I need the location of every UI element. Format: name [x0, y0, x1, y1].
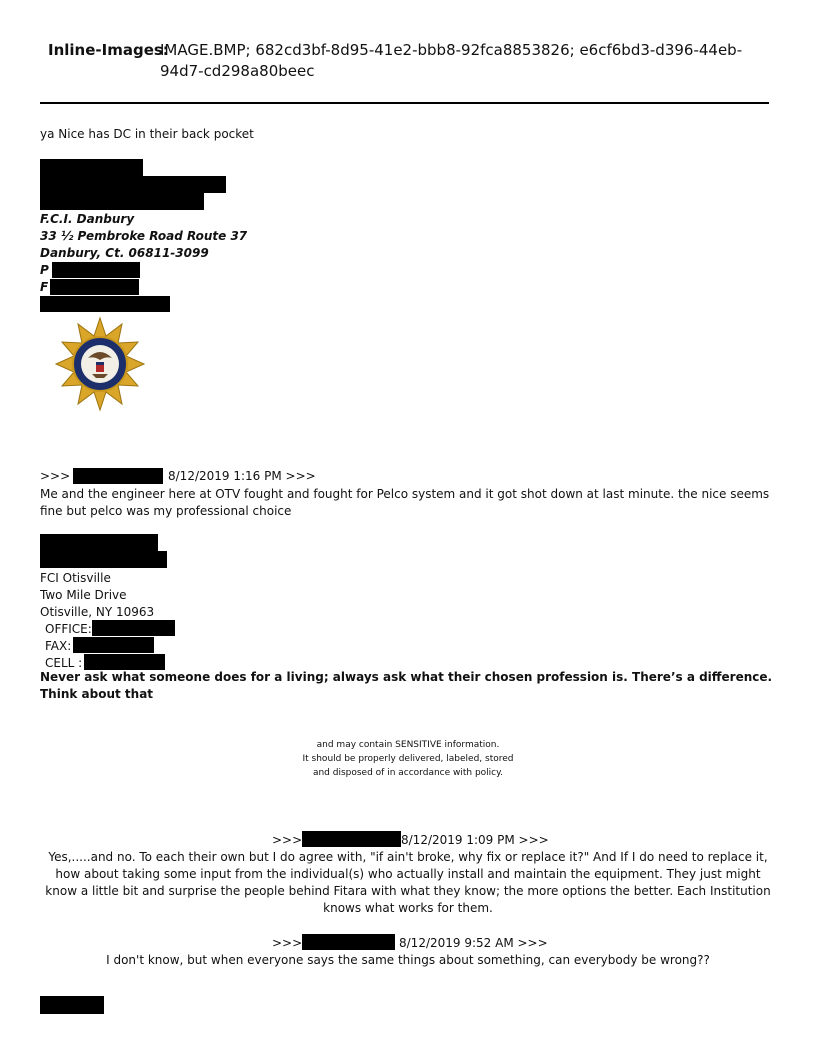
message3-body: Yes,.....and no. To each their own but I do agree with, "if ain't broke, why fix or replace it?" And If I do need to replace it, how about taking some input from the individual(s) who actually install and maintain the equipment. They just might know a little bit and surprise the people behind Fitara with what they know; the more options the better. Each Institution knows what works for them.: [45, 850, 771, 915]
notice-line2: It should be properly delivered, labeled, stored: [302, 754, 514, 764]
sig2-line3: Otisville, NY 10963: [40, 605, 155, 619]
sig2-line1: FCI Otisville: [40, 571, 111, 585]
quote-header-date: 8/12/2019 1:16 PM >>>: [168, 469, 316, 483]
redaction-block: [40, 159, 143, 176]
sig1-line3: Danbury, Ct. 06811-3099: [40, 246, 209, 260]
message4-body: I don't know, but when everyone says the same things about something, can everybody be wrong??: [106, 953, 710, 967]
sig2-cell-label: CELL :: [45, 656, 83, 670]
inline-images-label: Inline-Images:: [48, 41, 169, 59]
redaction-block: [302, 934, 395, 950]
quote-header-prefix: >>>: [272, 833, 303, 847]
redaction-block: [40, 296, 170, 312]
quote-header-prefix: >>>: [272, 936, 303, 950]
quote-header-date: 8/12/2019 1:09 PM >>>: [401, 833, 549, 847]
sig1-line1: F.C.I. Danbury: [40, 212, 135, 226]
header-divider: [40, 102, 769, 104]
redaction-block: [40, 193, 204, 210]
quote-header-date: 8/12/2019 9:52 AM >>>: [399, 936, 548, 950]
redaction-block: [40, 534, 158, 551]
sig2-fax-label: FAX:: [45, 639, 72, 653]
message1-body: ya Nice has DC in their back pocket: [40, 127, 254, 141]
redaction-block: [40, 996, 104, 1014]
sig2-line2: Two Mile Drive: [40, 588, 127, 602]
signature-quote: Never ask what someone does for a living; always ask what their chosen profession is. There’s a difference. Think about that: [40, 670, 773, 701]
doj-seal-icon: [52, 316, 148, 412]
notice-line1: and may contain SENSITIVE information.: [316, 740, 500, 750]
redaction-block: [73, 468, 163, 484]
redaction-block: [52, 262, 140, 278]
message2-body: Me and the engineer here at OTV fought and fought for Pelco system and it got shot down at last minute. the nice seems fine but pelco was my professional choice: [40, 487, 770, 518]
redaction-block: [302, 831, 401, 847]
quote-header-prefix: >>>: [40, 469, 71, 483]
inline-images-value: IMAGE.BMP; 682cd3bf-8d95-41e2-bbb8-92fca8853826; e6cf6bd3-d396-44eb-94d7-cd298a80beec: [160, 41, 743, 80]
sig1-line2: 33 ½ Pembroke Road Route 37: [40, 229, 248, 243]
redaction-block: [50, 279, 139, 295]
sig1-fax-prefix: F: [40, 280, 49, 294]
sig1-phone-prefix: P: [40, 263, 49, 277]
redaction-block: [73, 637, 154, 653]
sig2-office-label: OFFICE:: [45, 622, 92, 636]
redaction-block: [40, 551, 167, 568]
redaction-block: [92, 620, 175, 636]
redaction-block: [40, 176, 226, 193]
redaction-block: [84, 654, 165, 670]
notice-line3: and disposed of in accordance with policy.: [312, 768, 504, 778]
